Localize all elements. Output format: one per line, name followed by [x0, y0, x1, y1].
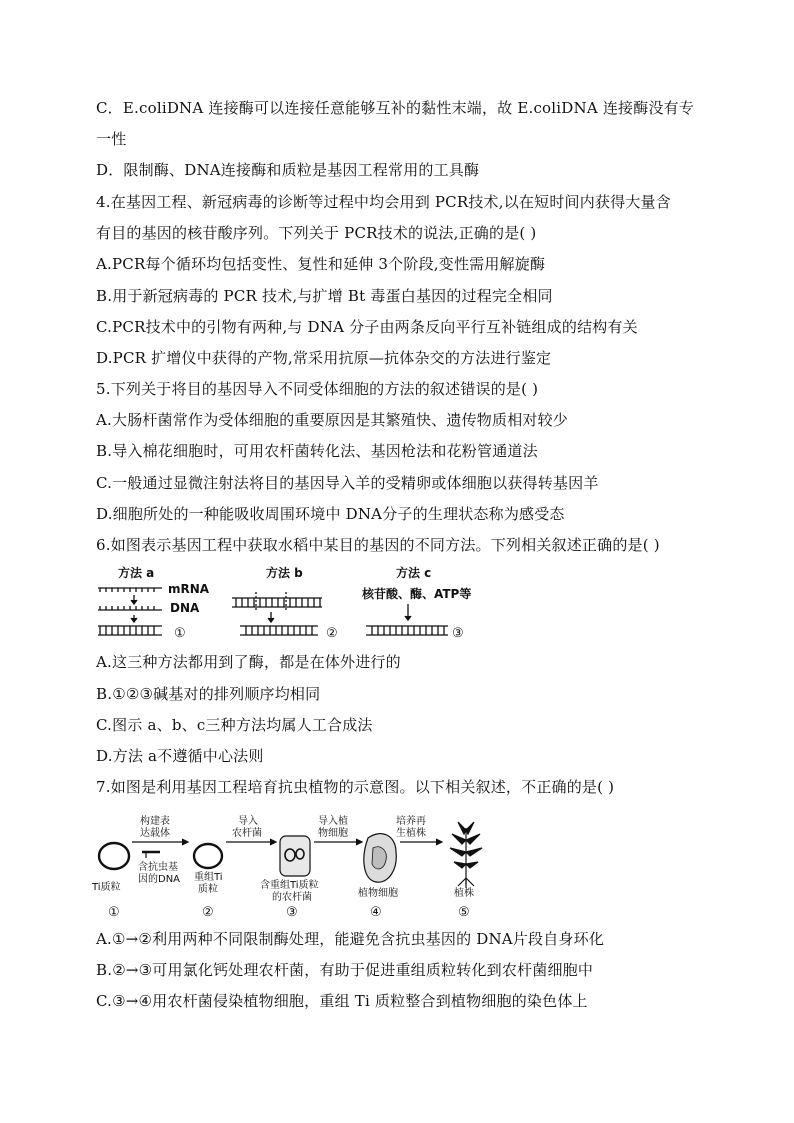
stage-5: ⑤	[458, 905, 470, 920]
gene-dna-label-line1: 含抗虫基	[138, 862, 178, 873]
recombinant-plasmid-label-line1: 重组Ti	[194, 872, 223, 883]
q6-option-a: A.这三种方法都用到了酶，都是在体外进行的	[96, 653, 401, 671]
q7-stem: 7.如图是利用基因工程培育抗虫植物的示意图。以下相关叙述，不正确的是( )	[96, 778, 615, 796]
method-c-diagram	[366, 604, 448, 635]
recombinant-plasmid-icon	[194, 844, 222, 868]
q5-option-a: A.大肠杆菌常作为受体细胞的重要原因是其繁殖快、遗传物质相对较少	[96, 411, 569, 429]
q7-option-b: B.②→③可用氯化钙处理农杆菌，有助于促进重组质粒转化到农杆菌细胞中	[96, 961, 594, 979]
product-2: ②	[326, 626, 338, 641]
q6-option-c: C.图示 a、b、c三种方法均属人工合成法	[96, 716, 373, 734]
product-1: ①	[174, 626, 186, 641]
step3-label-line2: 物细胞	[318, 828, 348, 839]
q7-option-c: C.③→④用农杆菌侵染植物细胞，重组 Ti 质粒整合到植物细胞的染色体上	[96, 992, 588, 1010]
q6-option-b: B.①②③碱基对的排列顺序均相同	[96, 685, 321, 703]
step2-label-line1: 导入	[238, 816, 258, 827]
q4-stem-line1: 4.在基因工程、新冠病毒的诊断等过程中均会用到 PCR技术,以在短时间内获得大量含	[96, 193, 671, 211]
stage-2: ②	[202, 905, 214, 920]
q6-figure	[90, 562, 510, 650]
q6-stem: 6.如图表示基因工程中获取水稻中某目的基因的不同方法。下列相关叙述正确的是( )	[96, 536, 660, 554]
q4-option-c: C.PCR技术中的引物有两种,与 DNA 分子由两条反向平行互补链组成的结构有关	[96, 318, 638, 336]
plant-label: 植株	[454, 888, 474, 899]
step2-label-line2: 农杆菌	[232, 828, 262, 839]
method-b-label: 方法 b	[266, 566, 303, 580]
q5-option-b: B.导入棉花细胞时，可用农杆菌转化法、基因枪法和花粉管通道法	[96, 442, 538, 460]
agrobacterium-label-line1: 含重组Ti质粒	[260, 880, 319, 891]
q3-option-c-line1: C．E.coliDNA 连接酶可以连接任意能够互补的黏性末端，故 E.coliDNA 连接酶没有专	[96, 99, 695, 117]
mrna-label: mRNA	[168, 582, 210, 596]
method-c-label: 方法 c	[396, 566, 432, 580]
q6-option-d: D.方法 a不遵循中心法则	[96, 747, 264, 765]
step3-label-line1: 导入植	[318, 816, 348, 827]
step1-label-line1: 构建表	[140, 816, 170, 827]
q4-option-b: B.用于新冠病毒的 PCR 技术,与扩增 Bt 毒蛋白基因的过程完全相同	[96, 287, 553, 305]
c-inputs-label: 核苷酸、酶、ATP等	[362, 587, 472, 601]
q4-option-a: A.PCR每个循环均包括变性、复性和延伸 3个阶段,变性需用解旋酶	[96, 255, 546, 273]
plant-cell-label: 植物细胞	[358, 888, 398, 899]
method-a-label: 方法 a	[118, 566, 155, 580]
plant-icon	[450, 822, 482, 888]
q3-option-c-line2: 一性	[96, 130, 127, 148]
dna-label: DNA	[170, 601, 200, 615]
stage-1: ①	[108, 905, 120, 920]
step4-label-line2: 生植株	[396, 828, 426, 839]
ti-plasmid-label: Ti质粒	[92, 882, 121, 893]
q5-option-d: D.细胞所处的一种能吸收周围环境中 DNA分子的生理状态称为感受态	[96, 505, 565, 523]
step4-label-line1: 培养再	[396, 816, 426, 827]
product-3: ③	[452, 626, 464, 641]
q3-option-d: D．限制酶、DNA连接酶和质粒是基因工程常用的工具酶	[96, 161, 480, 179]
q7-option-a: A.①→②利用两种不同限制酶处理，能避免含抗虫基因的 DNA片段自身环化	[96, 930, 605, 948]
stage-3: ③	[286, 905, 298, 920]
q7-figure	[90, 808, 510, 923]
q5-stem: 5.下列关于将目的基因导入不同受体细胞的方法的叙述错误的是( )	[96, 380, 539, 398]
agrobacterium-label-line2: 的农杆菌	[272, 892, 312, 903]
q4-option-d: D.PCR 扩增仪中获得的产物,常采用抗原—抗体杂交的方法进行鉴定	[96, 349, 552, 367]
ti-plasmid-icon	[99, 843, 129, 869]
q4-stem-line2: 有目的基因的核苷酸序列。下列关于 PCR技术的说法,正确的是( )	[96, 224, 537, 242]
gene-dna-label-line2: 因的DNA	[138, 874, 181, 885]
step1-label-line2: 达载体	[140, 828, 170, 839]
method-a-diagram	[98, 588, 162, 635]
recombinant-plasmid-label-line2: 质粒	[198, 884, 218, 895]
q5-option-c: C.一般通过显微注射法将目的基因导入羊的受精卵或体细胞以获得转基因羊	[96, 474, 599, 492]
method-b-diagram	[232, 592, 322, 635]
stage-4: ④	[370, 905, 382, 920]
